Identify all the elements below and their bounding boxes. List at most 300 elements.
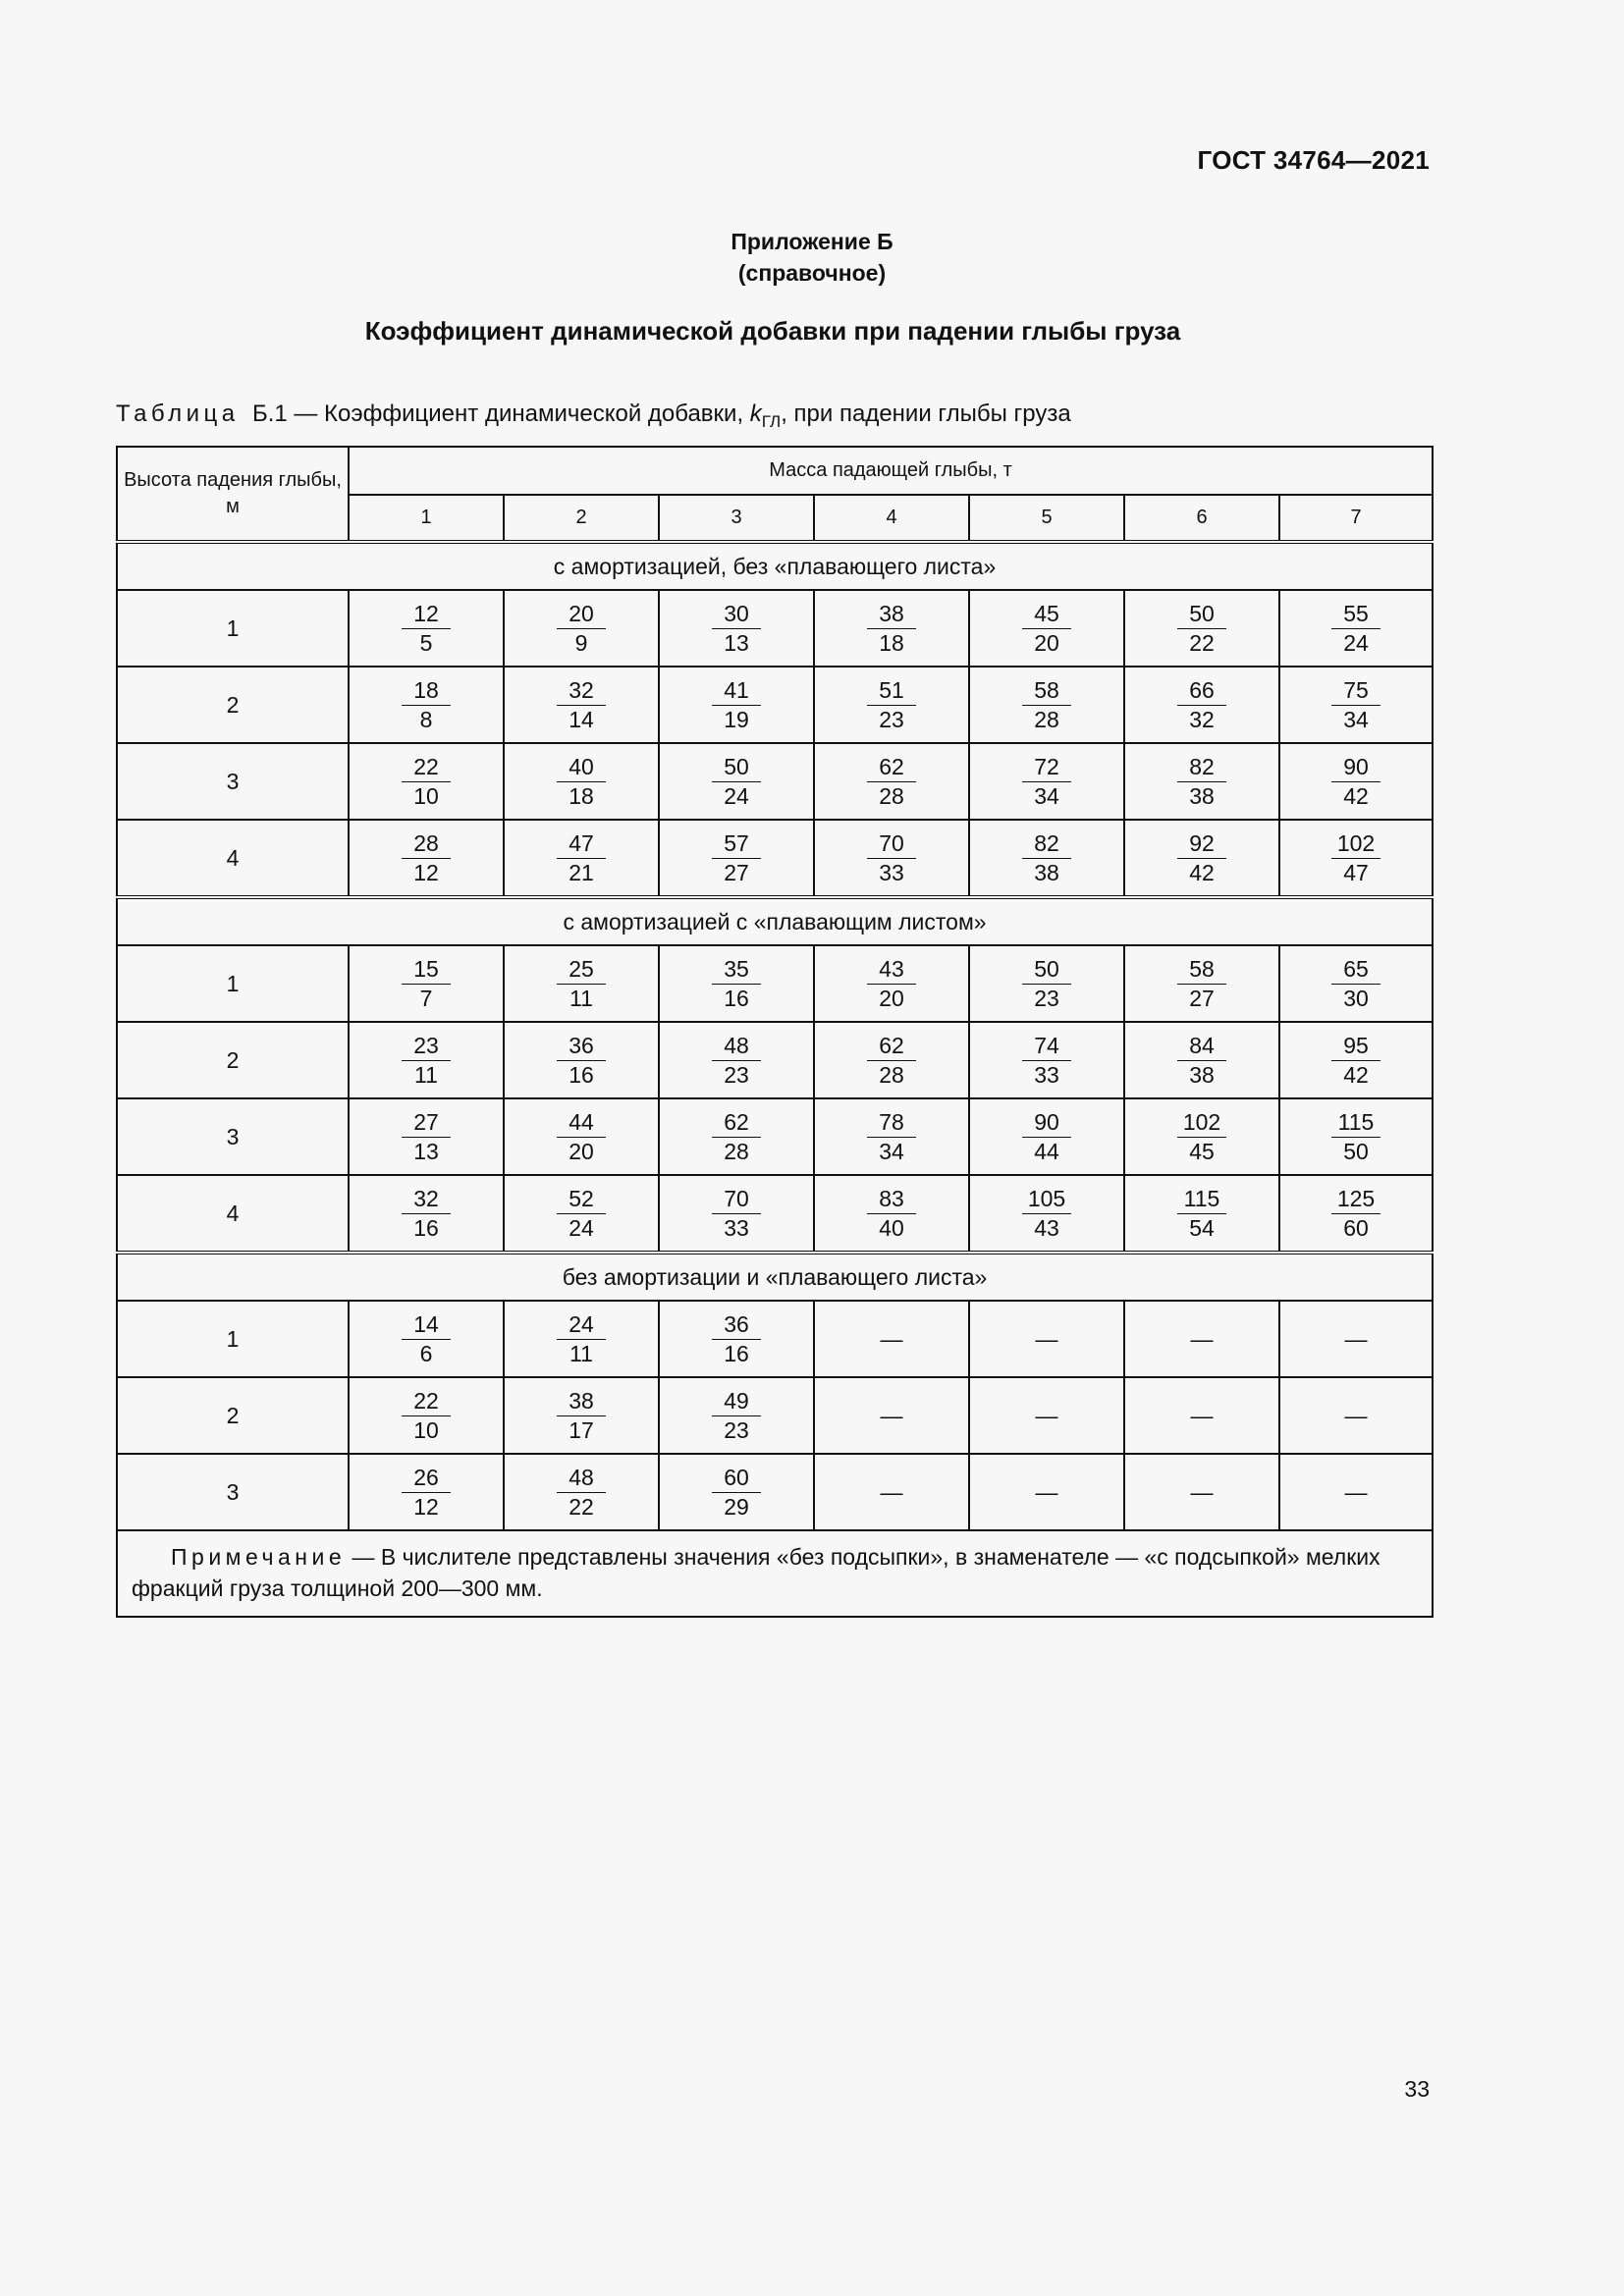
value-cell	[969, 820, 1124, 897]
mass-column-header: 4	[814, 495, 969, 542]
numerator: 95	[1331, 1032, 1380, 1061]
value-cell	[659, 945, 814, 1022]
numerator: 35	[712, 955, 761, 985]
annex-title: Коэффициент динамической добавки при падении глыбы груза	[364, 316, 1181, 346]
fraction	[1022, 955, 1071, 1013]
fraction	[1022, 1185, 1071, 1243]
numerator: 30	[712, 600, 761, 629]
fraction	[867, 1032, 916, 1090]
empty-value-cell: —	[1124, 1454, 1279, 1530]
denominator: 38	[1034, 859, 1059, 885]
empty-value-cell: —	[814, 1377, 969, 1454]
denominator: 22	[568, 1493, 594, 1520]
denominator: 10	[413, 1416, 439, 1443]
denominator: 43	[1034, 1214, 1059, 1241]
value-cell	[659, 1454, 814, 1530]
denominator: 33	[879, 859, 904, 885]
page-number: 33	[1404, 2076, 1430, 2102]
value-cell	[504, 1377, 659, 1454]
numerator: 41	[712, 676, 761, 706]
annex-heading	[0, 226, 1624, 289]
table-row	[117, 667, 1433, 743]
denominator: 50	[1343, 1138, 1369, 1164]
denominator: 13	[413, 1138, 439, 1164]
numerator: 105	[1022, 1185, 1071, 1214]
numerator: 26	[402, 1464, 451, 1493]
value-cell	[349, 1454, 504, 1530]
fraction	[712, 1108, 761, 1166]
fraction	[712, 1310, 761, 1368]
denominator: 20	[1034, 629, 1059, 656]
value-cell	[659, 820, 814, 897]
numerator: 50	[1177, 600, 1226, 629]
value-cell	[969, 945, 1124, 1022]
fraction	[557, 829, 606, 887]
fraction	[1177, 1108, 1226, 1166]
numerator: 38	[557, 1387, 606, 1416]
table-row	[117, 1454, 1433, 1530]
table-caption-number: Б.1	[251, 400, 288, 427]
denominator: 16	[568, 1061, 594, 1088]
value-cell	[1124, 820, 1279, 897]
denominator: 38	[1189, 782, 1215, 809]
mass-column-header: 6	[1124, 495, 1279, 542]
table-row	[117, 1022, 1433, 1098]
value-cell	[504, 820, 659, 897]
value-cell	[1279, 1022, 1433, 1098]
fraction	[712, 600, 761, 658]
fraction	[557, 753, 606, 811]
header-height-cell: Высота падения глыбы, м	[117, 447, 349, 542]
value-cell	[1124, 590, 1279, 667]
empty-value-cell: —	[814, 1454, 969, 1530]
value-cell	[504, 945, 659, 1022]
value-cell	[1279, 1098, 1433, 1175]
denominator: 10	[413, 782, 439, 809]
fraction	[1331, 955, 1380, 1013]
numerator: 102	[1331, 829, 1380, 859]
numerator: 60	[712, 1464, 761, 1493]
fraction	[1331, 1185, 1380, 1243]
denominator: 33	[1034, 1061, 1059, 1088]
denominator: 11	[569, 985, 593, 1011]
numerator: 83	[867, 1185, 916, 1214]
denominator: 24	[568, 1214, 594, 1241]
denominator: 33	[724, 1214, 749, 1241]
value-cell	[814, 1022, 969, 1098]
denominator: 28	[724, 1138, 749, 1164]
value-cell	[349, 1022, 504, 1098]
value-cell	[659, 1098, 814, 1175]
table-caption	[116, 400, 1071, 432]
height-cell: 2	[117, 667, 349, 743]
numerator: 70	[867, 829, 916, 859]
numerator: 49	[712, 1387, 761, 1416]
value-cell	[659, 1175, 814, 1253]
table-row	[117, 590, 1433, 667]
fraction	[402, 1108, 451, 1166]
denominator: 13	[724, 629, 749, 656]
mass-column-header: 3	[659, 495, 814, 542]
numerator: 55	[1331, 600, 1380, 629]
denominator: 7	[419, 985, 433, 1011]
numerator: 62	[867, 1032, 916, 1061]
value-cell	[814, 1098, 969, 1175]
value-cell	[1279, 667, 1433, 743]
fraction	[712, 1185, 761, 1243]
mass-column-header: 5	[969, 495, 1124, 542]
fraction	[712, 1032, 761, 1090]
value-cell	[1279, 590, 1433, 667]
denominator: 23	[724, 1061, 749, 1088]
denominator: 29	[724, 1493, 749, 1520]
numerator: 25	[557, 955, 606, 985]
fraction	[402, 753, 451, 811]
coefficient-table	[116, 446, 1434, 1618]
denominator: 14	[568, 706, 594, 732]
height-cell: 3	[117, 743, 349, 820]
fraction	[867, 1185, 916, 1243]
denominator: 16	[413, 1214, 439, 1241]
fraction	[557, 1387, 606, 1445]
value-cell	[969, 590, 1124, 667]
denominator: 45	[1189, 1138, 1215, 1164]
fraction	[557, 1108, 606, 1166]
value-cell	[659, 590, 814, 667]
value-cell	[504, 1454, 659, 1530]
table-row	[117, 743, 1433, 820]
fraction	[712, 1464, 761, 1522]
numerator: 40	[557, 753, 606, 782]
fraction	[557, 955, 606, 1013]
denominator: 34	[879, 1138, 904, 1164]
fraction	[402, 1387, 451, 1445]
numerator: 38	[867, 600, 916, 629]
denominator: 60	[1343, 1214, 1369, 1241]
numerator: 14	[402, 1310, 451, 1340]
numerator: 20	[557, 600, 606, 629]
fraction	[867, 1108, 916, 1166]
denominator: 24	[1343, 629, 1369, 656]
fraction	[402, 1185, 451, 1243]
denominator: 17	[568, 1416, 594, 1443]
numerator: 44	[557, 1108, 606, 1138]
value-cell	[1124, 1175, 1279, 1253]
value-cell	[659, 667, 814, 743]
fraction	[1177, 955, 1226, 1013]
numerator: 82	[1177, 753, 1226, 782]
numerator: 90	[1331, 753, 1380, 782]
fraction	[1177, 600, 1226, 658]
height-cell: 4	[117, 1175, 349, 1253]
empty-value-cell: —	[1279, 1454, 1433, 1530]
section-row	[117, 897, 1433, 945]
numerator: 57	[712, 829, 761, 859]
value-cell	[504, 1175, 659, 1253]
numerator: 52	[557, 1185, 606, 1214]
fraction	[402, 1032, 451, 1090]
numerator: 28	[402, 829, 451, 859]
fraction	[402, 829, 451, 887]
fraction	[712, 753, 761, 811]
denominator: 42	[1189, 859, 1215, 885]
denominator: 47	[1343, 859, 1369, 885]
value-cell	[1124, 743, 1279, 820]
fraction	[867, 955, 916, 1013]
numerator: 48	[557, 1464, 606, 1493]
denominator: 42	[1343, 1061, 1369, 1088]
numerator: 48	[712, 1032, 761, 1061]
numerator: 115	[1177, 1185, 1226, 1214]
denominator: 12	[413, 1493, 439, 1520]
height-cell: 4	[117, 820, 349, 897]
numerator: 70	[712, 1185, 761, 1214]
numerator: 32	[402, 1185, 451, 1214]
value-cell	[1124, 945, 1279, 1022]
numerator: 12	[402, 600, 451, 629]
numerator: 32	[557, 676, 606, 706]
value-cell	[1124, 667, 1279, 743]
denominator: 18	[568, 782, 594, 809]
value-cell	[504, 1301, 659, 1377]
value-cell	[349, 667, 504, 743]
empty-value-cell: —	[969, 1377, 1124, 1454]
denominator: 22	[1189, 629, 1215, 656]
numerator: 22	[402, 753, 451, 782]
denominator: 21	[568, 859, 594, 885]
fraction	[557, 676, 606, 734]
section-title: с амортизацией, без «плавающего листа»	[117, 542, 1433, 590]
numerator: 75	[1331, 676, 1380, 706]
fraction	[402, 676, 451, 734]
fraction	[867, 600, 916, 658]
numerator: 58	[1022, 676, 1071, 706]
value-cell	[504, 1022, 659, 1098]
numerator: 65	[1331, 955, 1380, 985]
fraction	[1177, 829, 1226, 887]
section-title: без амортизации и «плавающего листа»	[117, 1253, 1433, 1301]
note-lead: Примечание	[171, 1544, 347, 1570]
fraction	[1331, 676, 1380, 734]
value-cell	[814, 1175, 969, 1253]
value-cell	[349, 820, 504, 897]
table-caption-tail: , при падении глыбы груза	[781, 400, 1071, 427]
value-cell	[504, 667, 659, 743]
value-cell	[504, 1098, 659, 1175]
denominator: 40	[879, 1214, 904, 1241]
numerator: 15	[402, 955, 451, 985]
fraction	[712, 829, 761, 887]
value-cell	[349, 1301, 504, 1377]
table-row	[117, 820, 1433, 897]
value-cell	[1279, 1175, 1433, 1253]
empty-value-cell: —	[1124, 1301, 1279, 1377]
denominator: 27	[724, 859, 749, 885]
denominator: 11	[414, 1061, 438, 1088]
value-cell	[659, 1377, 814, 1454]
numerator: 90	[1022, 1108, 1071, 1138]
fraction	[557, 600, 606, 658]
empty-value-cell: —	[969, 1454, 1124, 1530]
fraction	[867, 753, 916, 811]
section-row	[117, 542, 1433, 590]
denominator: 16	[724, 1340, 749, 1366]
value-cell	[969, 1022, 1124, 1098]
fraction	[1022, 753, 1071, 811]
denominator: 27	[1189, 985, 1215, 1011]
denominator: 8	[419, 706, 433, 732]
value-cell	[814, 945, 969, 1022]
height-cell: 1	[117, 590, 349, 667]
fraction	[1177, 1032, 1226, 1090]
fraction	[712, 955, 761, 1013]
value-cell	[659, 1301, 814, 1377]
value-cell	[814, 743, 969, 820]
value-cell	[1279, 820, 1433, 897]
fraction	[1022, 1032, 1071, 1090]
denominator: 24	[724, 782, 749, 809]
numerator: 36	[712, 1310, 761, 1340]
value-cell	[814, 590, 969, 667]
table-row	[117, 1301, 1433, 1377]
numerator: 102	[1177, 1108, 1226, 1138]
denominator: 38	[1189, 1061, 1215, 1088]
numerator: 22	[402, 1387, 451, 1416]
table-row	[117, 1377, 1433, 1454]
fraction	[557, 1032, 606, 1090]
value-cell	[349, 590, 504, 667]
denominator: 5	[419, 629, 433, 656]
fraction	[1331, 1108, 1380, 1166]
fraction	[557, 1185, 606, 1243]
numerator: 74	[1022, 1032, 1071, 1061]
mass-column-header: 2	[504, 495, 659, 542]
fraction	[402, 1464, 451, 1522]
numerator: 92	[1177, 829, 1226, 859]
denominator: 28	[1034, 706, 1059, 732]
value-cell	[969, 667, 1124, 743]
empty-value-cell: —	[969, 1301, 1124, 1377]
fraction	[1022, 600, 1071, 658]
denominator: 28	[879, 782, 904, 809]
numerator: 24	[557, 1310, 606, 1340]
value-cell	[659, 1022, 814, 1098]
fraction	[867, 676, 916, 734]
fraction	[557, 1464, 606, 1522]
value-cell	[1279, 945, 1433, 1022]
denominator: 23	[1034, 985, 1059, 1011]
numerator: 84	[1177, 1032, 1226, 1061]
numerator: 45	[1022, 600, 1071, 629]
denominator: 30	[1343, 985, 1369, 1011]
table-row	[117, 1175, 1433, 1253]
fraction	[1331, 829, 1380, 887]
numerator: 82	[1022, 829, 1071, 859]
denominator: 18	[879, 629, 904, 656]
numerator: 27	[402, 1108, 451, 1138]
table-note	[117, 1530, 1433, 1617]
denominator: 20	[568, 1138, 594, 1164]
height-cell: 1	[117, 945, 349, 1022]
fraction	[1022, 829, 1071, 887]
annex-label: Приложение Б	[731, 229, 893, 254]
section-row	[117, 1253, 1433, 1301]
denominator: 19	[724, 706, 749, 732]
numerator: 43	[867, 955, 916, 985]
value-cell	[1124, 1098, 1279, 1175]
table-caption-text: — Коэффициент динамической добавки,	[294, 400, 744, 427]
value-cell	[349, 1175, 504, 1253]
height-cell: 3	[117, 1454, 349, 1530]
denominator: 6	[419, 1340, 433, 1366]
numerator: 62	[712, 1108, 761, 1138]
height-cell: 2	[117, 1377, 349, 1454]
numerator: 50	[1022, 955, 1071, 985]
height-cell: 2	[117, 1022, 349, 1098]
denominator: 20	[879, 985, 904, 1011]
fraction	[1022, 1108, 1071, 1166]
value-cell	[969, 1098, 1124, 1175]
numerator: 18	[402, 676, 451, 706]
denominator: 34	[1343, 706, 1369, 732]
value-cell	[814, 820, 969, 897]
denominator: 23	[724, 1416, 749, 1443]
numerator: 51	[867, 676, 916, 706]
value-cell	[814, 667, 969, 743]
fraction	[1177, 676, 1226, 734]
section-title: с амортизацией с «плавающим листом»	[117, 897, 1433, 945]
fraction	[557, 1310, 606, 1368]
numerator: 62	[867, 753, 916, 782]
value-cell	[349, 743, 504, 820]
value-cell	[1279, 743, 1433, 820]
value-cell	[504, 743, 659, 820]
value-cell	[1124, 1022, 1279, 1098]
fraction	[1177, 753, 1226, 811]
fraction	[1331, 1032, 1380, 1090]
fraction	[1022, 676, 1071, 734]
height-cell: 1	[117, 1301, 349, 1377]
numerator: 115	[1331, 1108, 1380, 1138]
empty-value-cell: —	[1279, 1377, 1433, 1454]
denominator: 12	[413, 859, 439, 885]
fraction	[867, 829, 916, 887]
table-row	[117, 945, 1433, 1022]
numerator: 36	[557, 1032, 606, 1061]
denominator: 11	[569, 1340, 593, 1366]
denominator: 54	[1189, 1214, 1215, 1241]
fraction	[402, 600, 451, 658]
numerator: 78	[867, 1108, 916, 1138]
value-cell	[969, 1175, 1124, 1253]
numerator: 23	[402, 1032, 451, 1061]
mass-column-header: 1	[349, 495, 504, 542]
denominator: 9	[574, 629, 588, 656]
height-cell: 3	[117, 1098, 349, 1175]
fraction	[1331, 600, 1380, 658]
value-cell	[969, 743, 1124, 820]
denominator: 34	[1034, 782, 1059, 809]
numerator: 66	[1177, 676, 1226, 706]
mass-column-header: 7	[1279, 495, 1433, 542]
table-caption-symbol: $k_{ГЛ}$	[749, 400, 782, 431]
numerator: 125	[1331, 1185, 1380, 1214]
annex-type: (справочное)	[737, 260, 887, 286]
table-caption-lead: Таблица	[116, 400, 240, 427]
denominator: 44	[1034, 1138, 1059, 1164]
fraction	[402, 1310, 451, 1368]
value-cell	[349, 1098, 504, 1175]
